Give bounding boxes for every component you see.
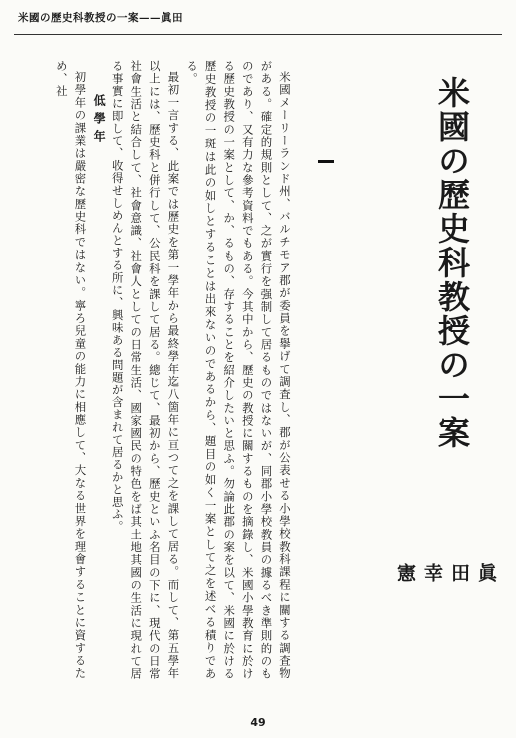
body-paragraph: 米國メーリーランド州、バルチモア郡が委員を擧げて調査し、郡が公表せる小學校教科課程に關する調査物がある。確定的規則として、之が實行を强制して居るものではないが、同郡小學校教員の據るべき準則的のものであり、又有力な參考資料でもある。今其中から、歷史の教授に關するものを摘錄し、米國小學教育に於ける歷史教授の一案として、か、るもの、存することを紹介したいと思ふ。勿論此郡の案を以て、米國に於ける歷史教授の一斑は此の如しとすることは出來ないのであるから、題目の如く一案として之を述べる積りである。 — [185, 60, 292, 680]
body-paragraph: 最初一言する、此案では歷史を第一學年から最終學年迄八箇年に亘つて之を課して居る。而して、第五學年以上には、歷史科と併行して、公民科を課して居る。總じて、最初から、歷史といふ名目の下に、現代の日常社會生活と結合して、社會意識、社會人としての日常生活、國家國民の特色をば其土地其國の生活に現れて居る事實に即して、收得せしめんとする所に、興味ある問題が含まれて居るかと思ふ。 — [110, 60, 181, 680]
author-char-4: 憲 — [394, 562, 416, 582]
author-char-1: 眞 — [475, 562, 497, 582]
header-rule — [14, 34, 502, 35]
author-name — [392, 482, 500, 662]
running-header: 米國の歷史科教授の一案——眞田 — [18, 12, 183, 24]
author-char-2: 田 — [448, 562, 470, 582]
body-paragraph: 初學年の課業は嚴密な歷史科ではない。寧ろ兒童の能力に相應して、大なる世界を理會することに資するため、社 — [54, 60, 88, 680]
author-char-3: 幸 — [421, 562, 443, 582]
article-title: 米國の歷史科教授の一案 — [433, 76, 471, 450]
section-subheading: 低學年 — [92, 94, 107, 148]
page-number: 49 — [250, 716, 266, 729]
chapter-marker — [318, 160, 334, 163]
article-body — [54, 60, 294, 680]
